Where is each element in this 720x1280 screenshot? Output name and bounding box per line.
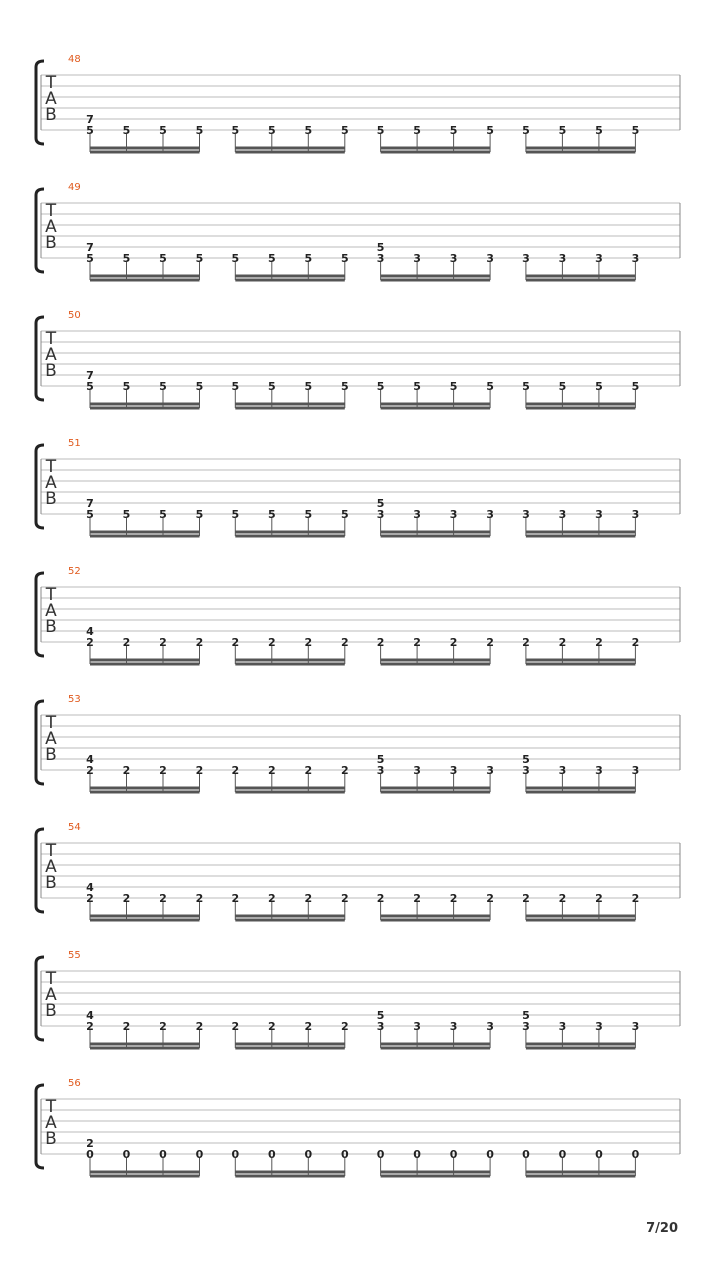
beam: [235, 1047, 344, 1050]
fret-number: 2: [595, 892, 603, 905]
fret-number: 5: [159, 124, 167, 137]
tab-system: [36, 310, 680, 410]
beam: [90, 791, 200, 794]
beam: [381, 279, 491, 282]
beam: [526, 531, 636, 534]
beam: [526, 535, 636, 538]
fret-number: 5: [413, 124, 421, 137]
beam: [235, 407, 344, 410]
measure-number: 50: [68, 310, 81, 321]
beam: [90, 1043, 200, 1046]
tab-clef-letter: B: [45, 745, 57, 765]
fret-number: 4: [86, 625, 94, 638]
fret-number: 2: [340, 892, 349, 905]
system-bracket: [36, 1085, 44, 1168]
fret-number: 5: [122, 380, 131, 393]
fret-number: 5: [449, 380, 458, 393]
fret-number: 2: [595, 636, 603, 649]
fret-number: 3: [376, 1020, 385, 1033]
fret-number: 5: [522, 380, 530, 393]
tab-clef-letter: A: [45, 985, 57, 1005]
fret-number: 2: [231, 636, 240, 649]
tab-clef-letter: B: [45, 105, 57, 125]
fret-number: 4: [86, 753, 94, 766]
fret-number: 5: [449, 124, 458, 137]
fret-number: 2: [231, 764, 240, 777]
fret-number: 3: [413, 764, 421, 777]
fret-number: 7: [86, 113, 94, 126]
fret-number: 5: [86, 380, 94, 393]
fret-number: 5: [86, 508, 94, 521]
fret-number: 3: [558, 1020, 567, 1033]
fret-number: 2: [267, 892, 276, 905]
fret-number: 3: [413, 252, 421, 265]
fret-number: 5: [376, 1009, 385, 1022]
fret-number: 5: [376, 380, 385, 393]
fret-number: 2: [413, 636, 421, 649]
fret-number: 2: [376, 636, 385, 649]
beam: [526, 407, 636, 410]
beam: [381, 663, 491, 666]
fret-number: 0: [159, 1148, 167, 1161]
fret-number: 7: [86, 497, 94, 510]
measure-number: 51: [68, 438, 81, 449]
tab-clef-letter: T: [45, 329, 57, 349]
fret-number: 2: [86, 1137, 94, 1150]
fret-number: 2: [522, 636, 530, 649]
tab-clef-letter: B: [45, 489, 57, 509]
fret-number: 5: [522, 1009, 530, 1022]
beam: [526, 1171, 636, 1174]
beam: [381, 659, 491, 662]
beam: [381, 535, 491, 538]
beam: [90, 787, 200, 790]
fret-number: 5: [231, 380, 240, 393]
beam: [235, 535, 344, 538]
fret-number: 5: [267, 124, 276, 137]
fret-number: 0: [522, 1148, 530, 1161]
beam: [381, 1175, 491, 1178]
beam: [381, 151, 491, 154]
fret-number: 3: [522, 764, 530, 777]
fret-number: 5: [558, 124, 567, 137]
beam: [235, 791, 344, 794]
fret-number: 5: [558, 380, 567, 393]
fret-number: 2: [376, 892, 385, 905]
fret-number: 5: [231, 124, 240, 137]
beam: [381, 787, 491, 790]
fret-number: 5: [631, 124, 640, 137]
fret-number: 3: [376, 252, 385, 265]
beam: [90, 1175, 200, 1178]
fret-number: 5: [522, 753, 530, 766]
fret-number: 2: [122, 1020, 131, 1033]
fret-number: 5: [122, 508, 131, 521]
fret-number: 3: [631, 252, 640, 265]
measure-number: 53: [68, 694, 81, 705]
tab-clef-letter: B: [45, 1129, 57, 1149]
system-bracket: [36, 701, 44, 784]
beam: [90, 275, 200, 278]
measure-number: 55: [68, 950, 81, 961]
beam: [90, 407, 200, 410]
fret-number: 2: [340, 636, 349, 649]
fret-number: 4: [86, 1009, 94, 1022]
tab-clef-letter: B: [45, 233, 57, 253]
system-bracket: [36, 573, 44, 656]
beam: [90, 915, 200, 918]
tab-clef-letter: A: [45, 601, 57, 621]
fret-number: 3: [486, 252, 494, 265]
beam: [235, 659, 344, 662]
beam: [526, 151, 636, 154]
fret-number: 5: [486, 124, 494, 137]
fret-number: 2: [86, 1020, 94, 1033]
measure-number: 52: [68, 566, 81, 577]
fret-number: 2: [231, 892, 240, 905]
beam: [381, 915, 491, 918]
beam: [235, 915, 344, 918]
tab-clef-letter: A: [45, 857, 57, 877]
fret-number: 5: [376, 241, 385, 254]
beam: [90, 1171, 200, 1174]
fret-number: 3: [631, 508, 640, 521]
tab-clef-letter: T: [45, 969, 57, 989]
fret-number: 2: [304, 764, 313, 777]
fret-number: 0: [486, 1148, 494, 1161]
beam: [90, 919, 200, 922]
fret-number: 0: [267, 1148, 276, 1161]
fret-number: 3: [376, 508, 385, 521]
system-bracket: [36, 61, 44, 144]
fret-number: 3: [595, 252, 603, 265]
fret-number: 3: [595, 508, 603, 521]
fret-number: 2: [122, 636, 131, 649]
fret-number: 3: [522, 508, 530, 521]
fret-number: 5: [159, 508, 167, 521]
beam: [90, 1047, 200, 1050]
fret-number: 3: [595, 764, 603, 777]
beam: [235, 279, 344, 282]
beam: [235, 403, 344, 406]
tab-clef-letter: B: [45, 1001, 57, 1021]
tab-clef-letter: B: [45, 873, 57, 893]
beam: [235, 1043, 344, 1046]
system-bracket: [36, 445, 44, 528]
beam: [90, 151, 200, 154]
fret-number: 5: [267, 252, 276, 265]
system-bracket: [36, 189, 44, 272]
fret-number: 2: [86, 636, 94, 649]
beam: [381, 407, 491, 410]
fret-number: 5: [340, 380, 349, 393]
beam: [526, 1047, 636, 1050]
tab-clef-letter: A: [45, 217, 57, 237]
fret-number: 5: [231, 252, 240, 265]
beam: [235, 663, 344, 666]
beam: [90, 659, 200, 662]
tab-system: [36, 950, 680, 1050]
fret-number: 3: [522, 252, 530, 265]
beam: [235, 531, 344, 534]
fret-number: 7: [86, 241, 94, 254]
fret-number: 5: [486, 380, 494, 393]
beam: [90, 279, 200, 282]
beam: [235, 787, 344, 790]
fret-number: 2: [304, 1020, 313, 1033]
fret-number: 5: [376, 753, 385, 766]
measure-number: 54: [68, 822, 81, 833]
tab-clef-letter: A: [45, 1113, 57, 1133]
fret-number: 3: [449, 1020, 458, 1033]
fret-number: 5: [267, 508, 276, 521]
fret-number: 0: [413, 1148, 421, 1161]
fret-number: 2: [195, 636, 204, 649]
tab-clef-letter: T: [45, 201, 57, 221]
beam: [381, 1047, 491, 1050]
fret-number: 5: [195, 124, 204, 137]
fret-number: 5: [413, 380, 421, 393]
beam: [235, 919, 344, 922]
fret-number: 0: [449, 1148, 458, 1161]
fret-number: 0: [558, 1148, 567, 1161]
fret-number: 5: [86, 124, 94, 137]
tab-clef-letter: A: [45, 729, 57, 749]
fret-number: 5: [376, 497, 385, 510]
fret-number: 0: [122, 1148, 131, 1161]
fret-number: 2: [86, 892, 94, 905]
fret-number: 3: [486, 508, 494, 521]
fret-number: 3: [522, 1020, 530, 1033]
fret-number: 2: [267, 764, 276, 777]
fret-number: 3: [413, 508, 421, 521]
system-bracket: [36, 957, 44, 1040]
beam: [526, 1043, 636, 1046]
fret-number: 5: [159, 380, 167, 393]
fret-number: 3: [595, 1020, 603, 1033]
beam: [90, 531, 200, 534]
tab-clef-letter: T: [45, 73, 57, 93]
fret-number: 2: [122, 892, 131, 905]
fret-number: 0: [631, 1148, 640, 1161]
beam: [90, 663, 200, 666]
fret-number: 2: [159, 764, 167, 777]
fret-number: 2: [413, 892, 421, 905]
fret-number: 3: [486, 1020, 494, 1033]
tab-system: [36, 694, 680, 794]
tab-clef-letter: B: [45, 617, 57, 637]
fret-number: 2: [159, 892, 167, 905]
tab-clef-letter: A: [45, 345, 57, 365]
fret-number: 3: [631, 764, 640, 777]
beam: [526, 279, 636, 282]
beam: [90, 403, 200, 406]
fret-number: 4: [86, 881, 94, 894]
fret-number: 0: [595, 1148, 603, 1161]
tab-clef-letter: T: [45, 585, 57, 605]
fret-number: 5: [304, 252, 313, 265]
fret-number: 0: [195, 1148, 204, 1161]
fret-number: 2: [304, 636, 313, 649]
fret-number: 2: [340, 764, 349, 777]
beam: [526, 275, 636, 278]
fret-number: 5: [159, 252, 167, 265]
beam: [526, 919, 636, 922]
beam: [235, 147, 344, 150]
beam: [381, 403, 491, 406]
measure-number: 49: [68, 182, 81, 193]
beam: [90, 535, 200, 538]
fret-number: 2: [195, 1020, 204, 1033]
beam: [235, 275, 344, 278]
beam: [526, 915, 636, 918]
tab-clef-letter: T: [45, 1097, 57, 1117]
fret-number: 5: [340, 252, 349, 265]
fret-number: 5: [195, 252, 204, 265]
fret-number: 2: [267, 1020, 276, 1033]
fret-number: 2: [558, 636, 567, 649]
measure-number: 48: [68, 54, 81, 65]
fret-number: 2: [486, 636, 494, 649]
fret-number: 0: [304, 1148, 313, 1161]
beam: [526, 1175, 636, 1178]
tab-system: [36, 822, 680, 922]
fret-number: 5: [195, 380, 204, 393]
fret-number: 5: [267, 380, 276, 393]
fret-number: 3: [449, 252, 458, 265]
fret-number: 2: [558, 892, 567, 905]
tab-system: [36, 182, 680, 282]
fret-number: 2: [86, 764, 94, 777]
beam: [381, 1043, 491, 1046]
fret-number: 3: [376, 764, 385, 777]
fret-number: 2: [195, 764, 204, 777]
beam: [381, 919, 491, 922]
fret-number: 2: [267, 636, 276, 649]
tab-clef-letter: T: [45, 841, 57, 861]
fret-number: 3: [631, 1020, 640, 1033]
tab-clef-letter: T: [45, 713, 57, 733]
beam: [235, 1171, 344, 1174]
fret-number: 2: [631, 636, 640, 649]
fret-number: 3: [449, 764, 458, 777]
fret-number: 5: [122, 252, 131, 265]
fret-number: 0: [376, 1148, 385, 1161]
fret-number: 5: [304, 124, 313, 137]
fret-number: 5: [595, 380, 603, 393]
fret-number: 3: [558, 508, 567, 521]
beam: [381, 1171, 491, 1174]
measure-number: 56: [68, 1078, 81, 1089]
system-bracket: [36, 829, 44, 912]
fret-number: 3: [413, 1020, 421, 1033]
fret-number: 0: [231, 1148, 240, 1161]
fret-number: 5: [340, 124, 349, 137]
tab-clef-letter: B: [45, 361, 57, 381]
fret-number: 2: [449, 636, 458, 649]
fret-number: 3: [486, 764, 494, 777]
beam: [90, 147, 200, 150]
tab-system: [36, 566, 680, 666]
beam: [526, 791, 636, 794]
fret-number: 5: [195, 508, 204, 521]
fret-number: 5: [522, 124, 530, 137]
fret-number: 5: [340, 508, 349, 521]
beam: [381, 791, 491, 794]
fret-number: 3: [449, 508, 458, 521]
tab-clef-letter: A: [45, 473, 57, 493]
beam: [526, 147, 636, 150]
fret-number: 2: [159, 636, 167, 649]
beam: [526, 403, 636, 406]
fret-number: 0: [340, 1148, 349, 1161]
beam: [381, 531, 491, 534]
system-bracket: [36, 317, 44, 400]
fret-number: 5: [86, 252, 94, 265]
tab-system: [36, 54, 680, 154]
fret-number: 5: [304, 508, 313, 521]
fret-number: 3: [558, 252, 567, 265]
page-number: 7/20: [646, 1221, 678, 1236]
tab-clef-letter: T: [45, 457, 57, 477]
fret-number: 0: [86, 1148, 94, 1161]
fret-number: 2: [304, 892, 313, 905]
beam: [381, 147, 491, 150]
fret-number: 5: [631, 380, 640, 393]
tab-system: [36, 438, 680, 538]
beam: [526, 659, 636, 662]
fret-number: 3: [558, 764, 567, 777]
fret-number: 5: [304, 380, 313, 393]
fret-number: 5: [231, 508, 240, 521]
fret-number: 2: [231, 1020, 240, 1033]
fret-number: 7: [86, 369, 94, 382]
fret-number: 2: [631, 892, 640, 905]
fret-number: 5: [376, 124, 385, 137]
fret-number: 2: [195, 892, 204, 905]
fret-number: 2: [522, 892, 530, 905]
fret-number: 2: [340, 1020, 349, 1033]
beam: [526, 663, 636, 666]
beam: [526, 787, 636, 790]
tab-clef-letter: A: [45, 89, 57, 109]
fret-number: 2: [449, 892, 458, 905]
fret-number: 2: [122, 764, 131, 777]
fret-number: 2: [486, 892, 494, 905]
fret-number: 2: [159, 1020, 167, 1033]
tab-system: [36, 1078, 680, 1178]
fret-number: 5: [122, 124, 131, 137]
beam: [235, 1175, 344, 1178]
beam: [381, 275, 491, 278]
fret-number: 5: [595, 124, 603, 137]
beam: [235, 151, 344, 154]
